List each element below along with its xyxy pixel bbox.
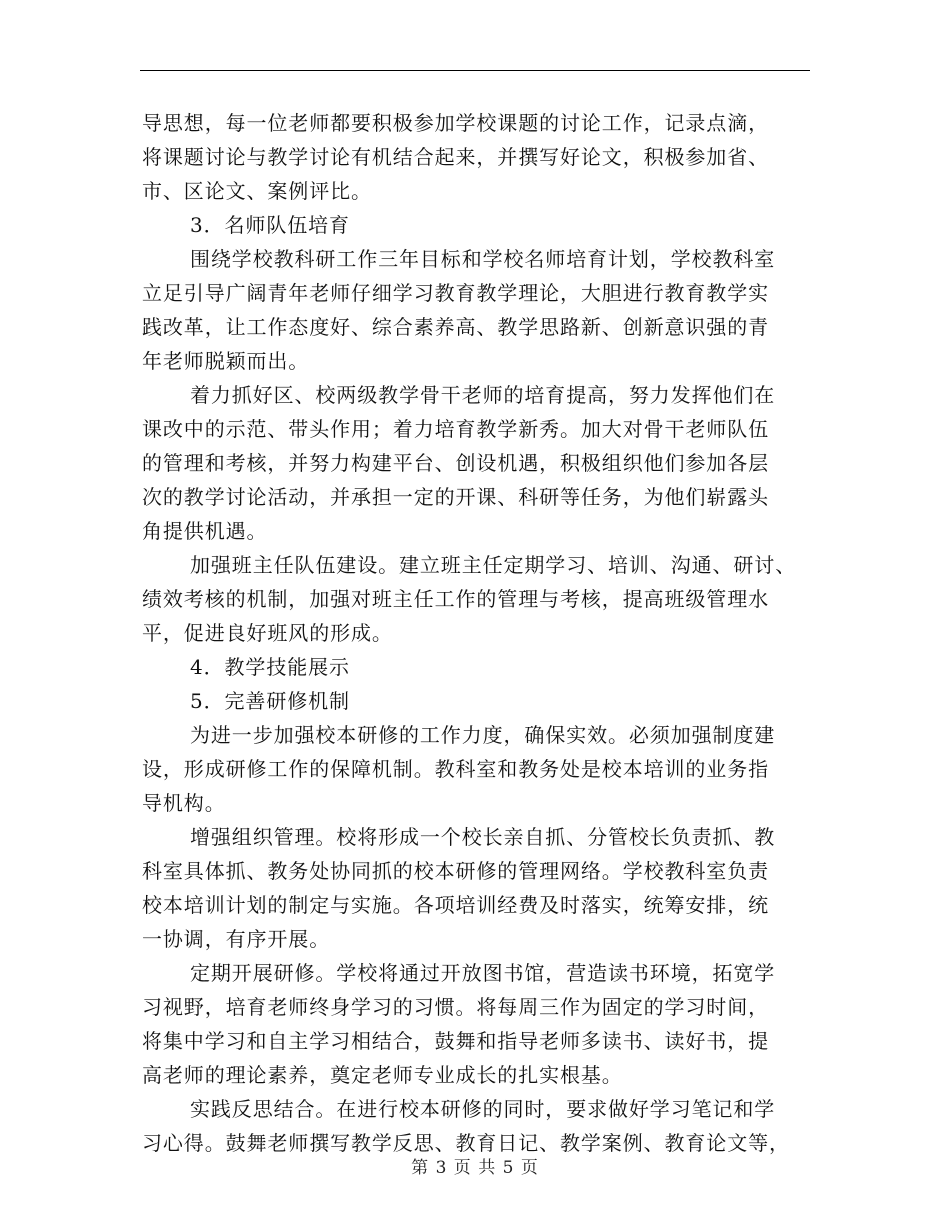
text-line: 市、区论文、案例评比。 [142,179,372,203]
text-line: 将集中学习和自主学习相结合，鼓舞和指导老师多读书、读好书，提 [142,1029,769,1053]
text-line: 平，促进良好班风的形成。 [142,621,393,645]
text-line: 角提供机遇。 [142,519,268,543]
text-line: 着力抓好区、校两级教学骨干老师的培育提高，努力发挥他们在 [190,383,776,407]
header-rule [140,70,810,71]
text-line: 高老师的理论素养，奠定老师专业成长的扎实根基。 [142,1063,623,1087]
text-line: 科室具体抓、教务处协同抓的校本研修的管理网络。学校教科室负责 [142,859,769,883]
text-line: 践改革，让工作态度好、综合素养高、教学思路新、创新意识强的青 [142,315,769,339]
page-number-footer: 第 3 页 共 5 页 [411,1158,539,1178]
text-line: 立足引导广阔青年老师仔细学习教育教学理论，大胆进行教育教学实 [142,281,769,305]
text-line: 年老师脱颖而出。 [142,349,310,373]
text-line: 围绕学校教科研工作三年目标和学校名师培育计划，学校教科室 [190,247,776,271]
text-line: 习视野，培育老师终身学习的习惯。将每周三作为固定的学习时间， [142,995,769,1019]
text-line: 导机构。 [142,791,226,815]
text-line: 习心得。鼓舞老师撰写教学反思、教育日记、教学案例、教育论文等， [142,1131,790,1155]
text-line: 设，形成研修工作的保障机制。教科室和教务处是校本培训的业务指 [142,757,769,781]
text-line: 增强组织管理。校将形成一个校长亲自抓、分管校长负责抓、教 [190,825,776,849]
text-line: 4．教学技能展示 [190,655,350,679]
text-line: 绩效考核的机制，加强对班主任工作的管理与考核，提高班级管理水 [142,587,769,611]
text-line: 实践反思结合。在进行校本研修的同时，要求做好学习笔记和学 [190,1097,776,1121]
text-line: 导思想，每一位老师都要积极参加学校课题的讨论工作，记录点滴， [142,111,769,135]
text-line: 为进一步加强校本研修的工作力度，确保实效。必须加强制度建 [190,723,776,747]
text-line: 加强班主任队伍建设。建立班主任定期学习、培训、沟通、研讨、 [190,553,797,577]
text-line: 3．名师队伍培育 [190,213,350,237]
text-line: 的管理和考核，并努力构建平台、创设机遇，积极组织他们参加各层 [142,451,769,475]
document-body [142,106,812,1160]
text-line: 一协调，有序开展。 [142,927,331,951]
text-line: 校本培训计划的制定与实施。各项培训经费及时落实，统筹安排，统 [142,893,769,917]
text-line: 次的教学讨论活动，并承担一定的开课、科研等任务，为他们崭露头 [142,485,769,509]
text-line: 5．完善研修机制 [190,689,350,713]
text-line: 定期开展研修。学校将通过开放图书馆，营造读书环境，拓宽学 [190,961,776,985]
text-line: 将课题讨论与教学讨论有机结合起来，并撰写好论文，积极参加省、 [142,145,769,169]
text-line: 课改中的示范、带头作用；着力培育教学新秀。加大对骨干老师队伍 [142,417,769,441]
